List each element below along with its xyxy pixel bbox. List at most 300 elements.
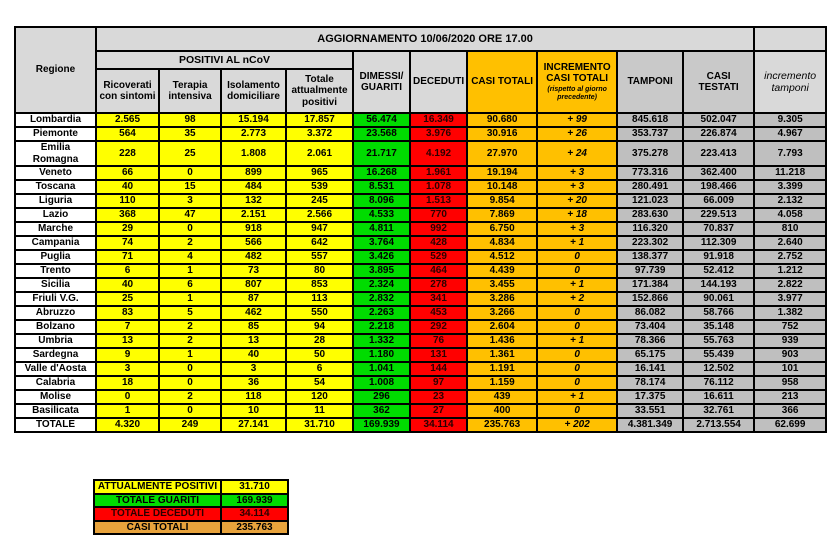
table-row xyxy=(15,180,826,194)
value-cell: 29 xyxy=(96,222,159,236)
value-cell: 0 xyxy=(159,362,221,376)
value-cell: 78.366 xyxy=(617,334,683,348)
value-cell: 7.869 xyxy=(467,208,537,222)
value-cell: + 99 xyxy=(537,113,617,127)
value-cell: 899 xyxy=(221,166,286,180)
summary-label: ATTUALMENTE POSITIVI xyxy=(94,480,221,494)
value-cell: 23.568 xyxy=(353,127,410,141)
value-cell: + 3 xyxy=(537,180,617,194)
value-cell: 3.977 xyxy=(754,292,826,306)
col-header-totale-positivi: Totale attualmente positivi xyxy=(286,69,353,113)
table-row xyxy=(15,127,826,141)
region-name-cell: Lombardia xyxy=(15,113,96,127)
value-cell: 91.918 xyxy=(683,250,754,264)
summary-row xyxy=(94,480,288,494)
value-cell: 0 xyxy=(159,404,221,418)
table-row xyxy=(15,141,826,166)
value-cell: 484 xyxy=(221,180,286,194)
col-header-regione: Regione xyxy=(15,27,96,113)
value-cell: 0 xyxy=(159,376,221,390)
value-cell: 3.976 xyxy=(410,127,467,141)
value-cell: 40 xyxy=(96,180,159,194)
value-cell: 50 xyxy=(286,348,353,362)
value-cell: 33.551 xyxy=(617,404,683,418)
value-cell: 2.832 xyxy=(353,292,410,306)
value-cell: 35.148 xyxy=(683,320,754,334)
table-row xyxy=(15,264,826,278)
table-row xyxy=(15,320,826,334)
value-cell: 2.151 xyxy=(221,208,286,222)
value-cell: 80 xyxy=(286,264,353,278)
value-cell: 83 xyxy=(96,306,159,320)
region-name-cell: Trento xyxy=(15,264,96,278)
value-cell: 74 xyxy=(96,236,159,250)
region-name-cell: Veneto xyxy=(15,166,96,180)
value-cell: 223.302 xyxy=(617,236,683,250)
value-cell: 3 xyxy=(159,194,221,208)
value-cell: 0 xyxy=(537,348,617,362)
value-cell: 642 xyxy=(286,236,353,250)
value-cell: 845.618 xyxy=(617,113,683,127)
region-name-cell: TOTALE xyxy=(15,418,96,432)
value-cell: 918 xyxy=(221,222,286,236)
col-header-ricoverati: Ricoverati con sintomi xyxy=(96,69,159,113)
value-cell: 4.967 xyxy=(754,127,826,141)
value-cell: 2 xyxy=(159,236,221,250)
value-cell: 116.320 xyxy=(617,222,683,236)
table-row xyxy=(15,292,826,306)
value-cell: 1.180 xyxy=(353,348,410,362)
value-cell: 4.439 xyxy=(467,264,537,278)
value-cell: 55.763 xyxy=(683,334,754,348)
value-cell: 2.566 xyxy=(286,208,353,222)
value-cell: 66 xyxy=(96,166,159,180)
value-cell: 965 xyxy=(286,166,353,180)
value-cell: 9.305 xyxy=(754,113,826,127)
value-cell: 375.278 xyxy=(617,141,683,166)
value-cell: 62.699 xyxy=(754,418,826,432)
region-name-cell: Sardegna xyxy=(15,348,96,362)
region-name-cell: Sicilia xyxy=(15,278,96,292)
value-cell: 0 xyxy=(537,250,617,264)
value-cell: 362.400 xyxy=(683,166,754,180)
value-cell: 121.023 xyxy=(617,194,683,208)
value-cell: 1.436 xyxy=(467,334,537,348)
value-cell: 752 xyxy=(754,320,826,334)
value-cell: 52.412 xyxy=(683,264,754,278)
value-cell: 90.680 xyxy=(467,113,537,127)
value-cell: 502.047 xyxy=(683,113,754,127)
value-cell: 2.822 xyxy=(754,278,826,292)
value-cell: 4.192 xyxy=(410,141,467,166)
value-cell: 58.766 xyxy=(683,306,754,320)
value-cell: 120 xyxy=(286,390,353,404)
col-header-casi-totali: CASI TOTALI xyxy=(467,51,537,113)
value-cell: 28 xyxy=(286,334,353,348)
table-title: AGGIORNAMENTO 10/06/2020 ORE 17.00 xyxy=(96,27,754,51)
table-row xyxy=(15,194,826,208)
value-cell: 3.455 xyxy=(467,278,537,292)
value-cell: 249 xyxy=(159,418,221,432)
summary-value: 31.710 xyxy=(221,480,288,494)
value-cell: 76.112 xyxy=(683,376,754,390)
value-cell: 118 xyxy=(221,390,286,404)
value-cell: 73 xyxy=(221,264,286,278)
value-cell: 16.141 xyxy=(617,362,683,376)
summary-row xyxy=(94,494,288,508)
value-cell: 939 xyxy=(754,334,826,348)
value-cell: 958 xyxy=(754,376,826,390)
value-cell: 13 xyxy=(221,334,286,348)
summary-label: TOTALE GUARITI xyxy=(94,494,221,508)
value-cell: 1.961 xyxy=(410,166,467,180)
value-cell: 1 xyxy=(159,292,221,306)
table-row xyxy=(15,348,826,362)
value-cell: 76 xyxy=(410,334,467,348)
value-cell: 144.193 xyxy=(683,278,754,292)
value-cell: 1 xyxy=(159,348,221,362)
value-cell: 4.512 xyxy=(467,250,537,264)
value-cell: 6.750 xyxy=(467,222,537,236)
value-cell: 2 xyxy=(159,390,221,404)
value-cell: 30.916 xyxy=(467,127,537,141)
value-cell: 4.058 xyxy=(754,208,826,222)
value-cell: 2.263 xyxy=(353,306,410,320)
value-cell: 292 xyxy=(410,320,467,334)
region-name-cell: Abruzzo xyxy=(15,306,96,320)
value-cell: + 1 xyxy=(537,334,617,348)
value-cell: 366 xyxy=(754,404,826,418)
value-cell: 85 xyxy=(221,320,286,334)
region-name-cell: Puglia xyxy=(15,250,96,264)
region-name-cell: Campania xyxy=(15,236,96,250)
table-row xyxy=(15,306,826,320)
col-header-incremento-tamponi: incremento tamponi xyxy=(754,51,826,113)
value-cell: 9 xyxy=(96,348,159,362)
value-cell: + 18 xyxy=(537,208,617,222)
table-row xyxy=(15,278,826,292)
value-cell: 27.141 xyxy=(221,418,286,432)
value-cell: 34.114 xyxy=(410,418,467,432)
value-cell: 19.194 xyxy=(467,166,537,180)
value-cell: 283.630 xyxy=(617,208,683,222)
value-cell: + 2 xyxy=(537,292,617,306)
incremento-casi-label: INCREMENTO CASI TOTALI xyxy=(543,61,611,85)
value-cell: 101 xyxy=(754,362,826,376)
col-header-dimessi-guariti: DIMESSI/ GUARITI xyxy=(353,51,410,113)
value-cell: 112.309 xyxy=(683,236,754,250)
value-cell: 0 xyxy=(96,390,159,404)
value-cell: 131 xyxy=(410,348,467,362)
value-cell: 453 xyxy=(410,306,467,320)
value-cell: 3.426 xyxy=(353,250,410,264)
value-cell: 1.808 xyxy=(221,141,286,166)
table-row xyxy=(15,236,826,250)
value-cell: 1.212 xyxy=(754,264,826,278)
value-cell: 86.082 xyxy=(617,306,683,320)
col-group-positivi: POSITIVI AL nCoV xyxy=(96,51,353,69)
value-cell: 3.895 xyxy=(353,264,410,278)
value-cell: 40 xyxy=(96,278,159,292)
table-row xyxy=(15,113,826,127)
value-cell: 3.399 xyxy=(754,180,826,194)
value-cell: 2.132 xyxy=(754,194,826,208)
value-cell: 35 xyxy=(159,127,221,141)
value-cell: 21.717 xyxy=(353,141,410,166)
value-cell: 3.764 xyxy=(353,236,410,250)
value-cell: 2.324 xyxy=(353,278,410,292)
value-cell: 198.466 xyxy=(683,180,754,194)
value-cell: 0 xyxy=(537,320,617,334)
value-cell: 13 xyxy=(96,334,159,348)
value-cell: 566 xyxy=(221,236,286,250)
region-name-cell: Umbria xyxy=(15,334,96,348)
value-cell: 25 xyxy=(159,141,221,166)
value-cell: 110 xyxy=(96,194,159,208)
value-cell: 1.078 xyxy=(410,180,467,194)
col-header-casi-testati: CASI TESTATI xyxy=(683,51,754,113)
value-cell: 462 xyxy=(221,306,286,320)
value-cell: 2.565 xyxy=(96,113,159,127)
value-cell: 0 xyxy=(537,376,617,390)
value-cell: 278 xyxy=(410,278,467,292)
covid-regions-table xyxy=(14,26,827,433)
value-cell: 3 xyxy=(221,362,286,376)
value-cell: 226.874 xyxy=(683,127,754,141)
value-cell: 6 xyxy=(159,278,221,292)
incremento-casi-note: (rispetto al giorno precedente) xyxy=(547,85,607,101)
value-cell: 4 xyxy=(159,250,221,264)
value-cell: 40 xyxy=(221,348,286,362)
value-cell: + 24 xyxy=(537,141,617,166)
value-cell: 56.474 xyxy=(353,113,410,127)
value-cell: 6 xyxy=(96,264,159,278)
col-header-terapia-intensiva: Terapia intensiva xyxy=(159,69,221,113)
table-row xyxy=(15,376,826,390)
value-cell: 152.866 xyxy=(617,292,683,306)
header-row-groups xyxy=(15,51,826,69)
value-cell: 810 xyxy=(754,222,826,236)
table-row xyxy=(15,166,826,180)
value-cell: 15.194 xyxy=(221,113,286,127)
value-cell: 27.970 xyxy=(467,141,537,166)
value-cell: 0 xyxy=(537,306,617,320)
region-name-cell: Liguria xyxy=(15,194,96,208)
value-cell: 17.375 xyxy=(617,390,683,404)
value-cell: 223.413 xyxy=(683,141,754,166)
summary-value: 235.763 xyxy=(221,521,288,535)
table-body xyxy=(15,113,826,432)
value-cell: 8.531 xyxy=(353,180,410,194)
col-header-tamponi: TAMPONI xyxy=(617,51,683,113)
summary-table xyxy=(93,479,289,535)
value-cell: 228 xyxy=(96,141,159,166)
value-cell: 54 xyxy=(286,376,353,390)
region-name-cell: Toscana xyxy=(15,180,96,194)
value-cell: 90.061 xyxy=(683,292,754,306)
value-cell: 31.710 xyxy=(286,418,353,432)
value-cell: 296 xyxy=(353,390,410,404)
value-cell: 171.384 xyxy=(617,278,683,292)
value-cell: 11.218 xyxy=(754,166,826,180)
value-cell: 23 xyxy=(410,390,467,404)
value-cell: 94 xyxy=(286,320,353,334)
value-cell: 132 xyxy=(221,194,286,208)
value-cell: + 3 xyxy=(537,166,617,180)
value-cell: 1.159 xyxy=(467,376,537,390)
value-cell: 1.332 xyxy=(353,334,410,348)
value-cell: 807 xyxy=(221,278,286,292)
value-cell: 439 xyxy=(467,390,537,404)
value-cell: 2.713.554 xyxy=(683,418,754,432)
value-cell: 353.737 xyxy=(617,127,683,141)
value-cell: + 20 xyxy=(537,194,617,208)
region-name-cell: Calabria xyxy=(15,376,96,390)
value-cell: 1 xyxy=(96,404,159,418)
value-cell: 0 xyxy=(537,264,617,278)
value-cell: 2.604 xyxy=(467,320,537,334)
value-cell: 47 xyxy=(159,208,221,222)
value-cell: 464 xyxy=(410,264,467,278)
table-row xyxy=(15,334,826,348)
value-cell: 400 xyxy=(467,404,537,418)
value-cell: 1.361 xyxy=(467,348,537,362)
value-cell: 2.218 xyxy=(353,320,410,334)
value-cell: 0 xyxy=(537,362,617,376)
col-header-incremento-casi xyxy=(537,51,617,113)
value-cell: 18 xyxy=(96,376,159,390)
value-cell: 1.008 xyxy=(353,376,410,390)
value-cell: 4.533 xyxy=(353,208,410,222)
col-header-deceduti: DECEDUTI xyxy=(410,51,467,113)
table-row-totale xyxy=(15,418,826,432)
value-cell: 2.752 xyxy=(754,250,826,264)
value-cell: 32.761 xyxy=(683,404,754,418)
table-row xyxy=(15,208,826,222)
value-cell: 362 xyxy=(353,404,410,418)
value-cell: 5 xyxy=(159,306,221,320)
value-cell: + 202 xyxy=(537,418,617,432)
value-cell: 341 xyxy=(410,292,467,306)
value-cell: 482 xyxy=(221,250,286,264)
summary-value: 169.939 xyxy=(221,494,288,508)
value-cell: 97.739 xyxy=(617,264,683,278)
value-cell: 947 xyxy=(286,222,353,236)
value-cell: 2 xyxy=(159,334,221,348)
value-cell: 539 xyxy=(286,180,353,194)
value-cell: 15 xyxy=(159,180,221,194)
value-cell: 78.174 xyxy=(617,376,683,390)
value-cell: + 3 xyxy=(537,222,617,236)
table-row xyxy=(15,390,826,404)
summary-body xyxy=(94,480,288,534)
value-cell: 903 xyxy=(754,348,826,362)
value-cell: 27 xyxy=(410,404,467,418)
value-cell: 66.009 xyxy=(683,194,754,208)
value-cell: 11 xyxy=(286,404,353,418)
value-cell: 235.763 xyxy=(467,418,537,432)
value-cell: 3.286 xyxy=(467,292,537,306)
value-cell: 36 xyxy=(221,376,286,390)
value-cell: 97 xyxy=(410,376,467,390)
value-cell: 1.513 xyxy=(410,194,467,208)
value-cell: 144 xyxy=(410,362,467,376)
value-cell: 25 xyxy=(96,292,159,306)
value-cell: 0 xyxy=(537,404,617,418)
value-cell: 138.377 xyxy=(617,250,683,264)
value-cell: 17.857 xyxy=(286,113,353,127)
value-cell: 245 xyxy=(286,194,353,208)
value-cell: 16.611 xyxy=(683,390,754,404)
region-name-cell: Bolzano xyxy=(15,320,96,334)
value-cell: 1.191 xyxy=(467,362,537,376)
summary-row xyxy=(94,507,288,521)
value-cell: 2.773 xyxy=(221,127,286,141)
value-cell: 3.266 xyxy=(467,306,537,320)
region-name-cell: Emilia Romagna xyxy=(15,141,96,166)
table-row xyxy=(15,404,826,418)
value-cell: 564 xyxy=(96,127,159,141)
region-name-cell: Friuli V.G. xyxy=(15,292,96,306)
value-cell: 16.349 xyxy=(410,113,467,127)
value-cell: + 1 xyxy=(537,390,617,404)
value-cell: 98 xyxy=(159,113,221,127)
table-row xyxy=(15,250,826,264)
value-cell: 2.061 xyxy=(286,141,353,166)
value-cell: 7 xyxy=(96,320,159,334)
summary-label: CASI TOTALI xyxy=(94,521,221,535)
value-cell: 10.148 xyxy=(467,180,537,194)
col-header-isolamento: Isolamento domiciliare xyxy=(221,69,286,113)
value-cell: 770 xyxy=(410,208,467,222)
value-cell: 213 xyxy=(754,390,826,404)
value-cell: 4.381.349 xyxy=(617,418,683,432)
value-cell: 65.175 xyxy=(617,348,683,362)
value-cell: 7.793 xyxy=(754,141,826,166)
value-cell: 280.491 xyxy=(617,180,683,194)
value-cell: 4.811 xyxy=(353,222,410,236)
value-cell: 2 xyxy=(159,320,221,334)
region-name-cell: Marche xyxy=(15,222,96,236)
value-cell: 6 xyxy=(286,362,353,376)
value-cell: 3.372 xyxy=(286,127,353,141)
value-cell: 12.502 xyxy=(683,362,754,376)
value-cell: 1 xyxy=(159,264,221,278)
table-row xyxy=(15,222,826,236)
header-spacer-cell xyxy=(754,27,826,51)
table-row xyxy=(15,362,826,376)
value-cell: 70.837 xyxy=(683,222,754,236)
value-cell: 0 xyxy=(159,222,221,236)
summary-row xyxy=(94,521,288,535)
value-cell: 55.439 xyxy=(683,348,754,362)
region-name-cell: Lazio xyxy=(15,208,96,222)
region-name-cell: Piemonte xyxy=(15,127,96,141)
value-cell: 10 xyxy=(221,404,286,418)
value-cell: 229.513 xyxy=(683,208,754,222)
value-cell: 73.404 xyxy=(617,320,683,334)
value-cell: 368 xyxy=(96,208,159,222)
value-cell: 529 xyxy=(410,250,467,264)
value-cell: 9.854 xyxy=(467,194,537,208)
value-cell: + 1 xyxy=(537,278,617,292)
value-cell: 1.382 xyxy=(754,306,826,320)
value-cell: 2.640 xyxy=(754,236,826,250)
value-cell: 169.939 xyxy=(353,418,410,432)
value-cell: 0 xyxy=(159,166,221,180)
value-cell: 4.320 xyxy=(96,418,159,432)
header-row-title xyxy=(15,27,826,51)
